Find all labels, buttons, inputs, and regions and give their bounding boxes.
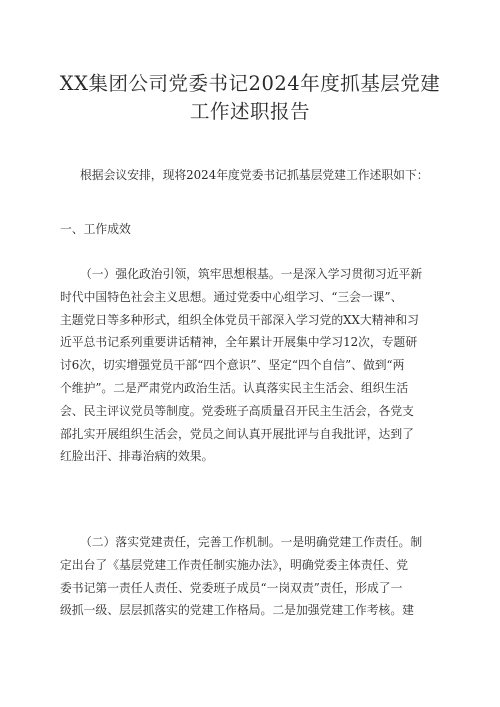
paragraph-line: 讨6次，切实增强党员干部“四个意识”、坚定“四个自信”、做到“两 — [60, 358, 405, 373]
paragraph-line: 级抓一级、层层抓落实的党建工作格局。二是加强党建工作考核。建 — [60, 603, 414, 618]
section-heading-text: 一、工作成效 — [60, 222, 131, 236]
paragraph-line: 定出台了《基层党建工作责任制实施办法》，明确党委主体责任、党 — [60, 557, 409, 572]
intro-text: 根据会议安排，现将2024年度党委书记抓基层党建工作述职如下： — [80, 168, 429, 182]
paragraph-line: （二）落实党建责任，完善工作机制。一是明确党建工作责任。制 — [80, 535, 423, 549]
paragraph-line: 会、民主评议党员等制度。党委班子高质量召开民主生活会，各党支 — [60, 403, 414, 418]
paragraph-line: 近平总书记系列重要讲话精神，全年累计开展集中学习12次，专题研 — [60, 335, 418, 350]
paragraph-line: 主题党日等多种形式，组织全体党员干部深入学习党的XX大精神和习 — [60, 312, 419, 327]
paragraph-line: 个维护”。二是严肃党内政治生活。认真落实民主生活会、组织生活 — [60, 380, 409, 395]
paragraph-line: 时代中国特色社会主义思想。通过党委中心组学习、“三会一课”、 — [60, 289, 403, 304]
paragraph-1 — [60, 263, 440, 468]
paragraph-line: （一）强化政治引领，筑牢思想根基。一是深入学习贯彻习近平新 — [80, 267, 423, 281]
document-title-line-2: 工作述职报告 — [189, 100, 310, 123]
document-title-line-1: XX集团公司党委书记2024年度抓基层党建 — [59, 72, 441, 95]
paragraph-line: 红脸出汗、排毒治病的效果。 — [60, 449, 214, 464]
section-heading — [60, 218, 440, 241]
paragraph-2 — [60, 531, 440, 622]
paragraph-line: 部扎实开展组织生活会，党员之间认真开展批评与自我批评，达到了 — [60, 426, 414, 441]
paragraph-line: 委书记第一责任人责任、党委班子成员“一岗双责”责任，形成了一 — [60, 580, 403, 595]
intro-paragraph — [80, 164, 440, 187]
